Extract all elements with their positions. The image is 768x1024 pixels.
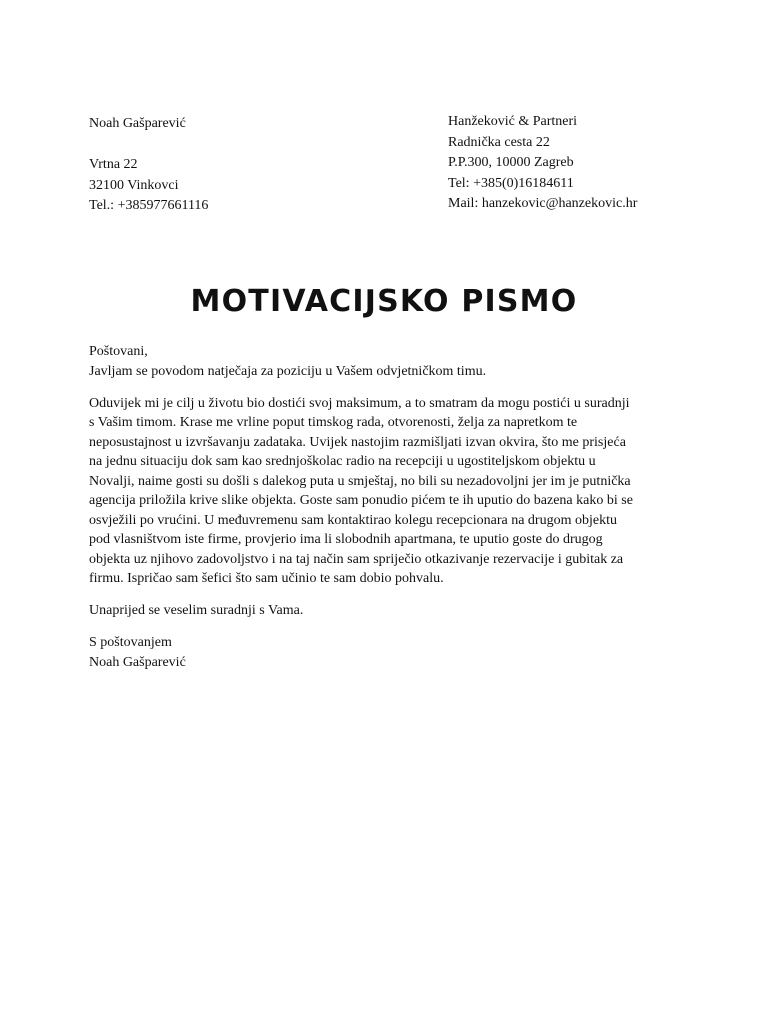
paragraph-spacer bbox=[89, 621, 679, 634]
paragraph-line: neposustajnost u izvršavanju zadataka. Uvijek nastojim razmišljati izvan okvira, što me prisjeća bbox=[89, 434, 626, 450]
sign-off: S poštovanjem bbox=[89, 635, 172, 650]
main-paragraph bbox=[89, 394, 679, 589]
paragraph-line: pod vlasništvom iste firme, provjerio ima li slobodnih apartmana, te uputio goste do drugog bbox=[89, 532, 603, 547]
recipient-company: Hanžeković & Partneri bbox=[448, 114, 578, 129]
sender-city: 32100 Vinkovci bbox=[89, 177, 179, 193]
paragraph-line: s Vašim timom. Krase me vrline poput timskog rada, otvorenosti, želja za napretkom te bbox=[89, 415, 578, 430]
sender-phone: Tel.: +385977661116 bbox=[89, 198, 209, 213]
paragraph-line: agencija priložila krive slike objekta. Goste sam ponudio pićem te ih uputio do bazena kako bi se bbox=[89, 493, 633, 508]
recipient-phone: Tel: +385(0)16184611 bbox=[448, 175, 574, 191]
letter-body bbox=[89, 342, 679, 672]
sender-address-block bbox=[89, 114, 389, 217]
paragraph-line: firmu. Ispričao sam šefici što sam učinio te sam dobio pohvalu. bbox=[89, 571, 444, 586]
paragraph-line: Novalji, naime gosti su došli s dalekog puta u smještaj, no bili su nezadovoljni jer im je putnička bbox=[89, 473, 631, 489]
recipient-mail: Mail: hanzekovic@hanzekovic.hr bbox=[448, 196, 638, 211]
signature-name: Noah Gašparević bbox=[89, 654, 186, 670]
closing-line: Unaprijed se veselim suradnji s Vama. bbox=[89, 603, 304, 618]
paragraph-spacer bbox=[89, 589, 679, 602]
paragraph-line: objekta uz njihovo zadovoljstvo i na taj način sam spriječio otkazivanje rezervacije i gubitak za bbox=[89, 551, 624, 567]
intro-line: Javljam se povodom natječaja za poziciju u Vašem odvjetničkom timu. bbox=[89, 363, 487, 379]
paragraph-line: Oduvijek mi je cilj u životu bio dostići svoj maksimum, a to smatram da mogu postići u suradnji bbox=[89, 395, 630, 411]
sender-street: Vrtna 22 bbox=[89, 157, 138, 172]
salutation: Poštovani, bbox=[89, 344, 148, 359]
recipient-postal: P.P.300, 10000 Zagreb bbox=[448, 155, 574, 170]
paragraph-line: osvježili po vrućini. U međuvremenu sam kontaktirao kolegu recepcionara na drugom objektu bbox=[89, 512, 617, 528]
paragraph-line: na jednu situaciju dok sam kao srednjoškolac radio na recepciji u ugostiteljskom objektu u bbox=[89, 454, 596, 469]
sender-name: Noah Gašparević bbox=[89, 116, 186, 131]
sender-spacer bbox=[89, 135, 389, 156]
document-title: MOTIVACIJSKO PISMO bbox=[190, 284, 578, 319]
recipient-address-block bbox=[448, 112, 748, 215]
paragraph-spacer bbox=[89, 381, 679, 394]
recipient-street: Radnička cesta 22 bbox=[448, 134, 550, 150]
